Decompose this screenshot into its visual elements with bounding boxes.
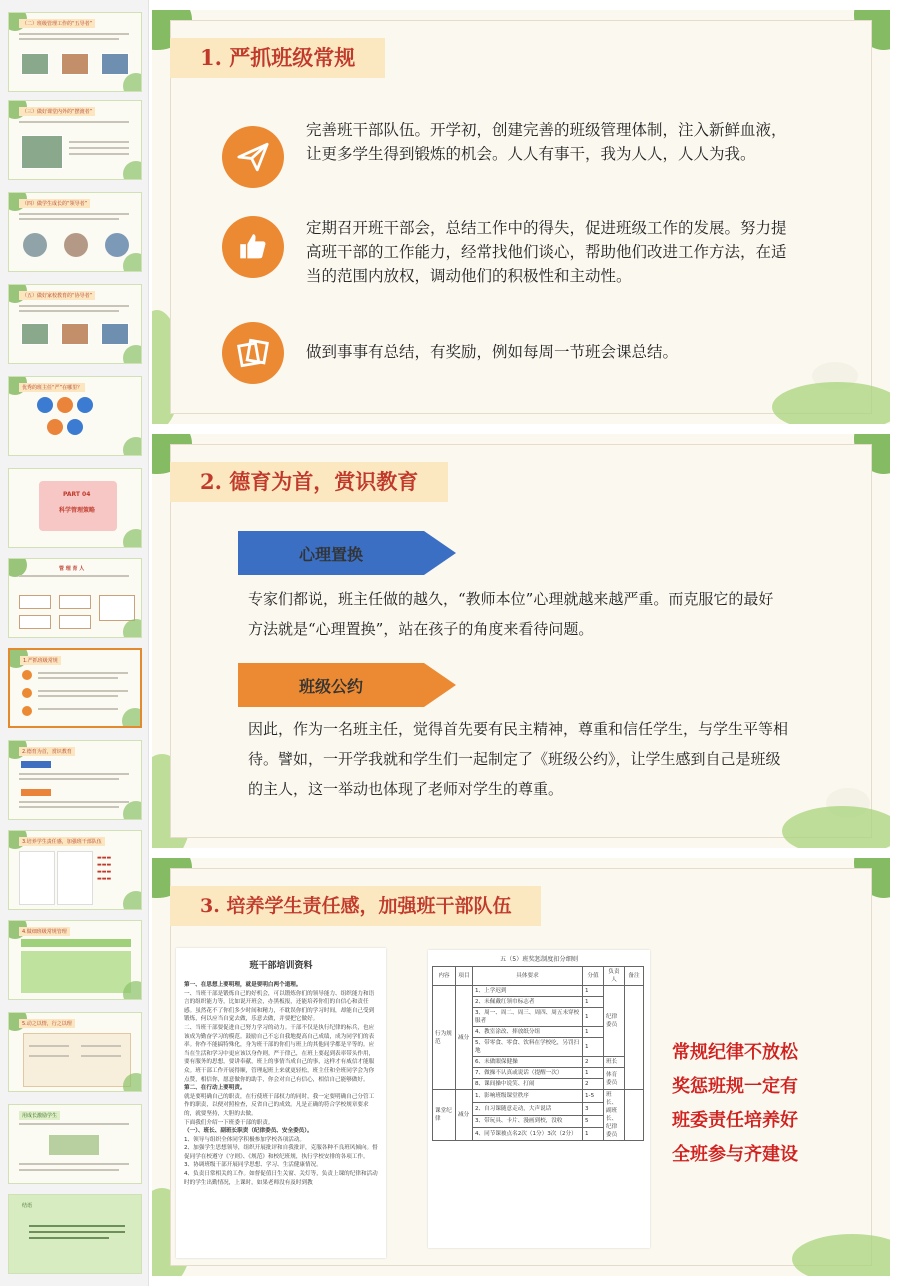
table-cell: 纪律委员 bbox=[604, 986, 625, 1057]
thumb-title: （四）做学生成长的“领导者” bbox=[19, 199, 90, 208]
table-cell: 4、同节课被点名2次（1分）3次（2分） bbox=[473, 1128, 583, 1141]
table-header: 具体要求 bbox=[473, 967, 583, 986]
document-paragraph: 二、当班干部要促进自己努力学习的动力。干部不仅是执行纪律的标兵，也应该成为勤奋学习的模范。鼓励自己不忘自我地提高自己成绩，成为同学们的表率。你作不能搞特殊化，身为班干部的你们与班上的其他同学都是平等的。应当在生活和学习中更应该以身作则。严于律己，在班上要起到表率带头作用，要有服务的思想，要讲奉献，班上的事情当成自己的事，这样才有威信才能服众。班干部工作开展得顺，管理起班上来就更轻松，班主任和全班同学会为你点赞，相信你，愿意做你的助手，你会对自己有信心，相信自己能够做好。 bbox=[184, 1024, 375, 1083]
table-cell: 2 bbox=[583, 1079, 604, 1090]
section-header-label: 心理置换 bbox=[298, 544, 363, 564]
rules-table-image bbox=[428, 950, 650, 1248]
table-cell: 6、未做眼保健操 bbox=[473, 1057, 583, 1068]
paragraph-text: 专家们都说，班主任做的越久，“教师本位”心理就越来越严重。而克服它的最好方法就是“心理置换”，站在孩子的角度来看待问题。 bbox=[248, 590, 774, 638]
table-cell: 1 bbox=[583, 1038, 604, 1057]
thumb-title: 4.做细班级常规管理 bbox=[19, 927, 70, 936]
document-paragraph: 一、当班干部是锻炼自己的好机会，可以锻炼你们的领导能力、组织能力和语言的组织能力等，比如说开班会，办黑板报，还能培养你们的自信心和责任感。虽然花不了你们多少时间和精力，不耽误你们的学习时间，却能自己受到锻炼，何以应当自觉去做，乐意去做，并要把它做好。 bbox=[184, 990, 375, 1023]
thumb-title: （三）做好课堂内外的“摆渡者” bbox=[19, 107, 95, 116]
table-cell: 1 bbox=[583, 1068, 604, 1079]
paragraph-text: 完善班干部队伍。开学初，创建完善的班级管理体制，注入新鲜血液，让更多学生得到锻炼的机会。人人有事干，我为人人，人人为我。 bbox=[306, 121, 787, 163]
slide-thumb-7[interactable] bbox=[8, 558, 142, 638]
table-cell: 8、课间操中说笑、打闹 bbox=[473, 1079, 583, 1090]
thumb-title: 科学管理策略 bbox=[59, 507, 96, 514]
table-cell: 2、自习课随意走动，大声说话 bbox=[473, 1102, 583, 1115]
thumb-title: 1.严抓班级常规 bbox=[20, 656, 61, 665]
thumb-title: 优秀的班主任“严”在哪里？ bbox=[19, 383, 85, 392]
table-cell: 行为规范 bbox=[433, 986, 456, 1090]
thumb-part-label: PART 04 bbox=[63, 491, 91, 498]
table-caption: 五（5）班奖惩制度扣分细则 bbox=[499, 956, 579, 963]
document-paragraph: 2、加强学生思想领导，组织开展批评和自我批评，克服各种不良班风倾向。督促同学在校遵守《守则》、《规范》和校纪班规，执行学校安排的各项工作。 bbox=[184, 1145, 378, 1160]
table-cell: 3 bbox=[583, 1102, 604, 1115]
paper-plane-icon bbox=[222, 126, 284, 188]
slide-thumb-8[interactable] bbox=[8, 648, 142, 728]
paragraph-text: 做到事事有总结，有奖励，例如每周一节班会课总结。 bbox=[306, 343, 679, 361]
table-header: 内容 bbox=[433, 967, 456, 986]
slide-title: 2. 德育为首，赏识教育 bbox=[170, 462, 448, 502]
table-cell: 1、上学迟到 bbox=[473, 986, 583, 997]
document-paragraph: 就是要明确自己的职责，在行使班干部权力的同时，我一定要明确自己分管工作的职责，以便对照检查，反省自己的成效。凡是正确的符合学校规章要求的，就要坚持，大胆的去做。 bbox=[184, 1093, 375, 1117]
slogan-line: 常规纪律不放松 bbox=[672, 1042, 798, 1063]
table-row bbox=[433, 1090, 644, 1103]
table-header: 负责人 bbox=[604, 967, 625, 986]
slide-thumb-1[interactable] bbox=[8, 12, 142, 92]
table-cell: 2 bbox=[583, 1057, 604, 1068]
document-paragraph: 1、领导与组织全体同学积极参加学校各项活动。 bbox=[184, 1136, 306, 1143]
thumb-title: （五）做好家校教育的“协导者” bbox=[19, 291, 95, 300]
table-cell: 4、教室涂改、摔放纸分组 bbox=[473, 1027, 583, 1038]
slide-1 bbox=[152, 10, 890, 424]
slogan-line: 班委责任培养好 bbox=[672, 1110, 798, 1131]
table-header: 备注 bbox=[625, 967, 644, 986]
slide-thumb-5[interactable] bbox=[8, 376, 142, 456]
table-cell: 3、带玩具、卡片、漫画到校，没收 bbox=[473, 1115, 583, 1128]
table-cell: 7、做操不认真或说话（提醒一次） bbox=[473, 1068, 583, 1079]
table-cell: 2、未佩戴红领巾标志者 bbox=[473, 997, 583, 1008]
thumb-title: 3.培养学生责任感，加强班干部队伍 bbox=[19, 837, 105, 846]
slide-thumb-10[interactable]: 3.培养学生责任感，加强班干部队伍 ▬▬▬ ▬▬▬ ▬▬▬ ▬▬▬ bbox=[8, 830, 142, 910]
table-cell: 5 bbox=[583, 1115, 604, 1128]
document-paragraph: 4、负责日常相关的工作。如督促值日生关窗、关灯等，负责上课的纪律和活动时的学生出勤情况，上课时，如果老师没有及时到教 bbox=[184, 1171, 378, 1186]
table-cell: 1 bbox=[583, 1128, 604, 1141]
slide-thumb-14[interactable] bbox=[8, 1194, 142, 1274]
document-paragraph: 下面我们介绍一下班委干部的职责。 bbox=[184, 1119, 274, 1126]
leaf-decoration bbox=[123, 73, 142, 92]
slide-2 bbox=[152, 434, 890, 848]
slide-thumb-4[interactable] bbox=[8, 284, 142, 364]
table-row bbox=[433, 986, 644, 997]
slide-thumb-13[interactable] bbox=[8, 1104, 142, 1184]
slide-thumb-6[interactable] bbox=[8, 468, 142, 548]
table-cell: 1 bbox=[583, 986, 604, 997]
thumb-title: 5.动之以情，行之以理 bbox=[19, 1019, 75, 1028]
document-paragraph: 3、协调班级干部开展同学思想、学习、生活健康情况。 bbox=[184, 1162, 322, 1169]
table-cell: 体育委员 bbox=[604, 1068, 625, 1090]
table-cell: 1 bbox=[583, 997, 604, 1008]
slide-thumb-3[interactable] bbox=[8, 192, 142, 272]
table-cell: 1 bbox=[583, 1008, 604, 1027]
thumb-title: 2.德育为首，赏识教育 bbox=[19, 747, 75, 756]
training-document-image bbox=[176, 948, 386, 1258]
table-cell: 减分 bbox=[456, 986, 473, 1090]
table-cell: 课堂纪律 bbox=[433, 1090, 456, 1141]
thumbs-up-icon bbox=[222, 216, 284, 278]
slide-title: 1. 严抓班级常规 bbox=[170, 38, 385, 78]
slide-thumbnail-panel bbox=[0, 0, 149, 1286]
table-header: 分值 bbox=[583, 967, 604, 986]
paragraph-text: 因此，作为一名班主任，觉得首先要有民主精神，尊重和信任学生，与学生平等相待。譬如，一开学我就和学生们一起制定了《班级公约》，让学生感到自己是班级的主人，这一举动也体现了老师对学生的尊重。 bbox=[248, 720, 789, 798]
document-title: 班干部培训资料 bbox=[249, 961, 313, 971]
paragraph-text: 定期召开班干部会，总结工作中的得失，促进班级工作的发展。努力提高班干部的工作能力，经常找他们谈心，帮助他们改进工作方法，在适当的范围内放权，调动他们的积极性和主动性。 bbox=[306, 219, 787, 285]
document-paragraph: 第二、在行动上要明责。 bbox=[184, 1085, 246, 1092]
section-header-label: 班级公约 bbox=[298, 676, 363, 696]
table-header: 项目 bbox=[456, 967, 473, 986]
table-cell: 班长 bbox=[604, 1057, 625, 1068]
rules-table bbox=[432, 966, 644, 1141]
thumb-title: 管 理 育 人 bbox=[59, 566, 85, 572]
table-cell: 1-5 bbox=[583, 1090, 604, 1103]
thumb-title: 用成长激励学生 bbox=[19, 1111, 60, 1120]
cards-icon bbox=[222, 322, 284, 384]
slide-title: 3. 培养学生责任感，加强班干部队伍 bbox=[170, 886, 541, 926]
slide-3 bbox=[152, 858, 890, 1276]
slogan-line: 全班参与齐建设 bbox=[672, 1144, 798, 1165]
slide-thumb-2[interactable] bbox=[8, 100, 142, 180]
table-cell: 5、带零食、零食、饮料在学校吃，另罚扫地 bbox=[473, 1038, 583, 1057]
table-cell: 3、周一、周二、周三、周四、周五未穿校服者 bbox=[473, 1008, 583, 1027]
slide-thumb-9[interactable] bbox=[8, 740, 142, 820]
document-paragraph: 第一、在思想上要明理，就是要明白两个道理。 bbox=[184, 982, 302, 988]
table-cell: 班长、副班长、纪律委员 bbox=[604, 1090, 625, 1141]
table-cell: 1 bbox=[583, 1027, 604, 1038]
table-cell: 减分 bbox=[456, 1090, 473, 1141]
thumb-title: （二）班级管理工作的“五导者” bbox=[19, 19, 95, 28]
slide-thumb-12[interactable] bbox=[8, 1012, 142, 1092]
table-cell: 1、影响班级课堂秩序 bbox=[473, 1090, 583, 1103]
document-paragraph: （一）、班长、副班长职责（纪律委员、安全委员）。 bbox=[184, 1128, 313, 1135]
slogan-line: 奖惩班规一定有 bbox=[672, 1076, 798, 1097]
thumb-title: 结语 bbox=[22, 1203, 33, 1209]
slide-thumb-11[interactable] bbox=[8, 920, 142, 1000]
